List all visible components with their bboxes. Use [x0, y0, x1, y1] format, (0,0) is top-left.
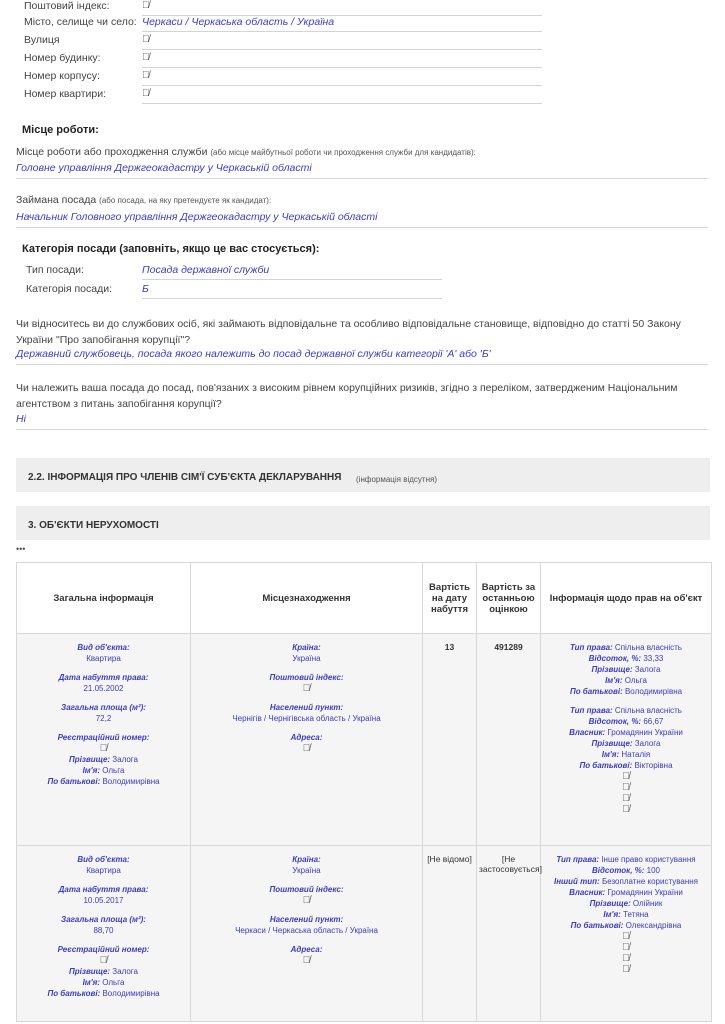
eye-slash-icon: 👁̸ — [302, 743, 311, 754]
city-value: Черкаси / Черкаська область / Україна — [142, 16, 335, 28]
answer-corruption-risk: Ні — [16, 413, 708, 430]
eye-slash-icon: 👁̸ — [302, 895, 311, 906]
eye-slash-icon: 👁̸ — [622, 782, 630, 793]
position-label: Займана посада (або посада, на яку претендуєте як кандидат): — [16, 194, 272, 206]
eye-slash-icon: 👁̸ — [622, 953, 630, 964]
header-general-info: Загальна інформація — [17, 563, 191, 634]
position-category-row — [24, 283, 524, 299]
city-label: Місто, селище чи село: — [24, 16, 137, 28]
eye-slash-icon: 👁̸ — [622, 931, 630, 942]
section-2-2-note: (інформація відсутня) — [356, 475, 437, 484]
eye-slash-icon: 👁̸ — [302, 955, 311, 966]
eye-slash-icon: 👁̸ — [622, 804, 630, 815]
work-place-value: Головне управління Держгеокадастру у Черкаській області — [16, 162, 312, 174]
section-3-band — [16, 506, 710, 540]
location-cell: Країна: Україна Поштовий індекс: 👁̸ Населений пункт: Черкаси / Черкаська область / Україна Адреса: 👁̸ — [191, 846, 423, 1022]
eye-slash-icon: 👁̸ — [142, 0, 150, 11]
real-estate-table — [16, 562, 712, 1022]
question-corruption-risk: Чи належить ваша посада до посад, пов'язаних з високим рівнем корупційних ризиків, згідно з переліком, затвердженим Національним агентством з питань запобігання корупції? — [16, 382, 678, 410]
eye-slash-icon: 👁̸ — [99, 743, 108, 754]
work-place-answer — [16, 162, 708, 179]
work-place-label: Місце роботи або проходження служби (або місце майбутньої роботи чи проходження служби для кандидатів): — [16, 146, 476, 158]
eye-slash-icon: 👁̸ — [622, 964, 630, 975]
apartment-label: Номер квартири: — [24, 88, 107, 100]
header-location: Місцезнаходження — [191, 563, 423, 634]
eye-slash-icon: 👁̸ — [622, 771, 630, 782]
rights-cell: Тип права: Спільна власність Відсоток, %: 33,33 Прізвище: Залога Ім'я: Ольга По батькові: Володимирівна Тип права: Спільна власність Відсоток, %: 66,67 Власник: Громадянин України Прізвище: Залога Ім'я: Наталія По батькові: Вікторівна 👁̸ 👁̸ 👁̸ 👁̸ — [541, 634, 712, 846]
table-row — [17, 846, 712, 1022]
general-info-cell: Вид об'єкта: Квартира Дата набуття права: 10.05.2017 Загальна площа (м²): 88,70 Реєстраційний номер: 👁̸ Прізвище: Залога Ім'я: Ольга По батькові: Володимирівна — [17, 846, 191, 1022]
header-cost-evaluation: Вартість за останньою оцінкою — [477, 563, 541, 634]
eye-slash-icon: 👁̸ — [622, 942, 630, 953]
postal-index-label: Поштовий індекс: — [24, 0, 110, 12]
section-3-title: 3. ОБ'ЄКТИ НЕРУХОМОСТІ — [28, 520, 159, 531]
position-type-value: Посада державної служби — [142, 264, 270, 276]
cost-acquisition-cell: [Не відомо] — [423, 846, 477, 1022]
section-2-2-band — [16, 458, 710, 492]
cost-acquisition-cell: 13 — [423, 634, 477, 846]
question-responsible-position: Чи відноситесь ви до службових осіб, які займають відповідальне та особливо відповідальне становище, відповідно до статті 50 Закону України "Про запобігання корупції"? — [16, 318, 681, 346]
cost-evaluation-cell: 491289 — [477, 634, 541, 846]
general-info-cell: Вид об'єкта: Квартира Дата набуття права: 21.05.2002 Загальна площа (м²): 72,2 Реєстраційний номер: 👁̸ Прізвище: Залога Ім'я: Ольга По батькові: Володимирівна — [17, 634, 191, 846]
table-header-row — [17, 563, 712, 634]
cost-evaluation-cell: [Не застосовується] — [477, 846, 541, 1022]
ellipsis-icon[interactable]: ••• — [16, 544, 26, 554]
work-section-title: Місце роботи: — [22, 124, 99, 136]
position-type-row — [24, 264, 524, 280]
section-2-2-title: 2.2. ІНФОРМАЦІЯ ПРО ЧЛЕНІВ СІМ'Ї СУБ'ЄКТА ДЕКЛАРУВАННЯ — [28, 472, 342, 483]
eye-slash-icon: 👁̸ — [142, 70, 150, 81]
eye-slash-icon: 👁̸ — [142, 34, 150, 45]
eye-slash-icon: 👁̸ — [302, 683, 311, 694]
street-label: Вулиця — [24, 34, 60, 46]
house-label: Номер будинку: — [24, 52, 101, 64]
table-row — [17, 634, 712, 846]
answer-responsible-position: Державний службовець, посада якого належить до посад державної служби категорії 'А' або 'Б' — [16, 348, 708, 365]
category-title: Категорія посади (заповніть, якщо це вас стосується): — [22, 243, 320, 255]
location-cell: Країна: Україна Поштовий індекс: 👁̸ Населений пункт: Чернігів / Чернігівська область / Україна Адреса: 👁̸ — [191, 634, 423, 846]
eye-slash-icon: 👁̸ — [142, 88, 150, 99]
position-category-label: Категорія посади: — [26, 283, 112, 295]
rights-cell: Тип права: Інше право користування Відсоток, %: 100 Інший тип: Безоплатне користування Власник: Громадянин України Прізвище: Олійник Ім'я: Тетяна По батькові: Олександрівна 👁̸ 👁̸ 👁̸ 👁̸ — [541, 846, 712, 1022]
header-rights-info: Інформація щодо прав на об'єкт — [541, 563, 712, 634]
position-answer — [16, 211, 708, 228]
position-category-value: Б — [142, 283, 149, 295]
position-type-label: Тип посади: — [26, 264, 84, 276]
eye-slash-icon: 👁̸ — [622, 793, 630, 804]
eye-slash-icon: 👁̸ — [99, 955, 108, 966]
header-cost-acquisition: Вартість на дату набуття — [423, 563, 477, 634]
eye-slash-icon: 👁̸ — [142, 52, 150, 63]
building-label: Номер корпусу: — [24, 70, 100, 82]
position-value: Начальник Головного управління Держгеокадастру у Черкаській області — [16, 211, 378, 223]
